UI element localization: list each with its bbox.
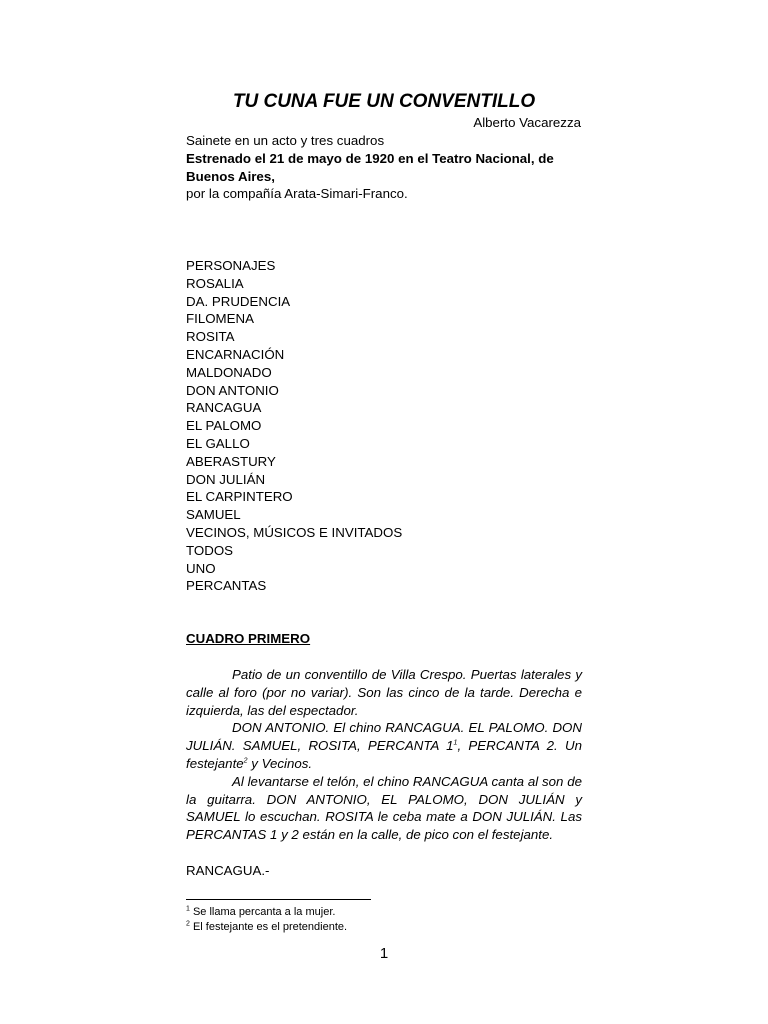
cast-item: MALDONADO bbox=[186, 364, 272, 380]
footnote-mark: 1 bbox=[186, 905, 190, 913]
cast-item: DON JULIÁN bbox=[186, 471, 266, 487]
footnotes bbox=[186, 905, 347, 935]
page-number: 1 bbox=[379, 945, 389, 962]
cast-item: DON ANTONIO bbox=[186, 382, 279, 398]
cast-item: FILOMENA bbox=[186, 311, 254, 327]
stage-paragraph: Patio de un conventillo de Villa Crespo. Puertas laterales y calle al foro (por no variar). Son las cinco de la tarde. Derecha e izquierda, las del espectador. bbox=[186, 667, 582, 718]
stage-paragraph: Al levantarse el telón, el chino RANCAGUA canta al son de la guitarra. DON ANTONIO, EL PALOMO, DON JULIÁN y SAMUEL lo escuchan. ROSITA le ceba mate a DON JULIÁN. Las PERCANTAS 1 y 2 están en la calle, de pico con el festejante. bbox=[186, 773, 582, 843]
cast-item: RANCAGUA bbox=[186, 400, 262, 416]
intro-subtitle: Sainete en un acto y tres cuadros bbox=[186, 133, 385, 148]
cast-item: EL CARPINTERO bbox=[186, 489, 293, 505]
stage-paragraph bbox=[186, 719, 582, 772]
footnote bbox=[186, 905, 347, 920]
cast-item: UNO bbox=[186, 560, 216, 576]
scene-heading: CUADRO PRIMERO bbox=[186, 631, 311, 646]
cast-item: EL PALOMO bbox=[186, 418, 262, 434]
cast-item: EL GALLO bbox=[186, 435, 250, 451]
cast-item: ROSITA bbox=[186, 329, 235, 345]
cast-item: ABERASTURY bbox=[186, 453, 276, 469]
footnote-ref: 1 bbox=[453, 739, 458, 747]
cast-item: VECINOS, MÚSICOS E INVITADOS bbox=[186, 524, 403, 540]
footnote-mark: 2 bbox=[186, 920, 190, 928]
cast-section bbox=[186, 257, 582, 595]
footnote-text: El festejante es el pretendiente. bbox=[189, 921, 348, 933]
intro-company: por la compañía Arata-Simari-Franco. bbox=[186, 186, 408, 202]
footnote-text: Se llama percanta a la mujer. bbox=[189, 906, 336, 918]
play-title: TU CUNA FUE UN CONVENTILLO bbox=[232, 91, 536, 112]
author-name: Alberto Vacarezza bbox=[473, 115, 581, 130]
cast-item: PERCANTAS bbox=[186, 578, 267, 594]
footnote bbox=[186, 920, 347, 935]
stage-directions bbox=[186, 666, 582, 844]
stage-text: , PERCANTA 2. Un festejante bbox=[186, 738, 583, 771]
cast-heading: PERSONAJES bbox=[186, 258, 276, 273]
stage-text: DON ANTONIO. El chino RANCAGUA. EL PALOMO. DON JULIÁN. SAMUEL, ROSITA, PERCANTA 1 bbox=[186, 720, 582, 754]
footnote-ref: 2 bbox=[243, 757, 248, 765]
cast-list bbox=[186, 275, 582, 595]
intro-block bbox=[186, 132, 582, 203]
footnote-divider bbox=[186, 899, 371, 900]
speaker-cue: RANCAGUA.- bbox=[186, 863, 270, 878]
intro-premiere: Estrenado el 21 de mayo de 1920 en el Teatro Nacional, de Buenos Aires, bbox=[186, 150, 554, 184]
cast-item: TODOS bbox=[186, 542, 234, 558]
stage-text: y Vecinos. bbox=[247, 755, 313, 771]
cast-item: DA. PRUDENCIA bbox=[186, 293, 291, 309]
cast-item: ENCARNACIÓN bbox=[186, 346, 285, 362]
cast-item: ROSALIA bbox=[186, 275, 244, 291]
cast-item: SAMUEL bbox=[186, 507, 241, 523]
